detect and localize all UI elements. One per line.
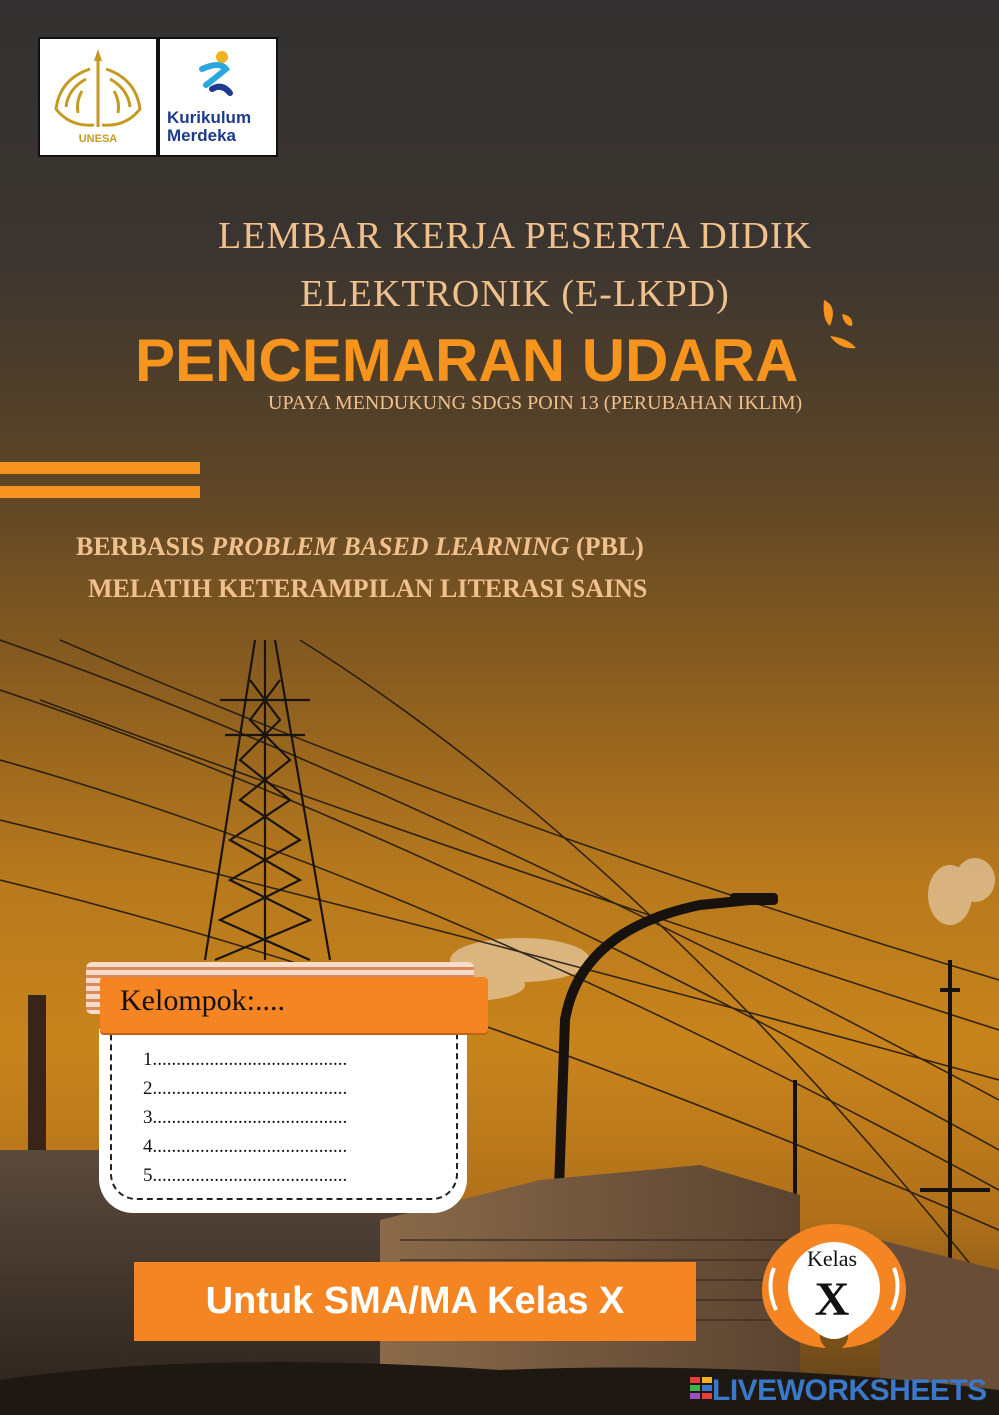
logos-row — [38, 37, 274, 157]
unesa-label: UNESA — [78, 133, 118, 145]
title-line-2: ELEKTRONIK (E-LKPD) — [300, 273, 730, 315]
watermark-text: LIVEWORKSHEETS — [712, 1374, 987, 1407]
unesa-logo — [38, 37, 158, 157]
group-member-4[interactable]: 4......................................... — [143, 1136, 348, 1157]
group-member-5[interactable]: 5......................................... — [143, 1165, 348, 1186]
group-member-3[interactable]: 3......................................... — [143, 1107, 348, 1128]
approach-suffix: (PBL) — [569, 532, 644, 561]
title-line-1: LEMBAR KERJA PESERTA DIDIK — [218, 215, 812, 257]
splash-accent-icon — [804, 296, 860, 352]
accent-bar-bottom — [0, 486, 200, 498]
kurikulum-label: Kurikulum — [167, 108, 252, 127]
grade-banner — [134, 1262, 696, 1341]
badge-grade: X — [814, 1273, 850, 1326]
group-member-2[interactable]: 2......................................... — [143, 1078, 348, 1099]
grade-banner-text: Untuk SMA/MA Kelas X — [205, 1280, 625, 1322]
main-title: PENCEMARAN UDARA — [135, 327, 799, 394]
liveworksheets-logo-icon — [690, 1377, 712, 1405]
kurikulum-merdeka-logo — [158, 37, 278, 157]
kurikulum-merdeka-label — [167, 109, 251, 145]
liveworksheets-watermark[interactable] — [690, 1374, 987, 1408]
group-label: Kelompok:.... — [120, 984, 285, 1017]
merdeka-label: Merdeka — [167, 126, 236, 145]
accent-bar-top — [0, 462, 200, 474]
approach-emphasis: PROBLEM BASED LEARNING — [211, 532, 570, 561]
group-member-1[interactable]: 1......................................... — [143, 1049, 348, 1070]
badge-label: Kelas — [806, 1246, 858, 1271]
subtitle: UPAYA MENDUKUNG SDGS POIN 13 (PERUBAHAN IKLIM) — [268, 392, 803, 414]
approach-prefix: BERBASIS — [76, 532, 212, 561]
approach-line-2: MELATIH KETERAMPILAN LITERASI SAINS — [88, 574, 648, 603]
approach-line-1 — [76, 532, 644, 562]
kurikulum-merdeka-emblem-icon — [160, 39, 276, 109]
